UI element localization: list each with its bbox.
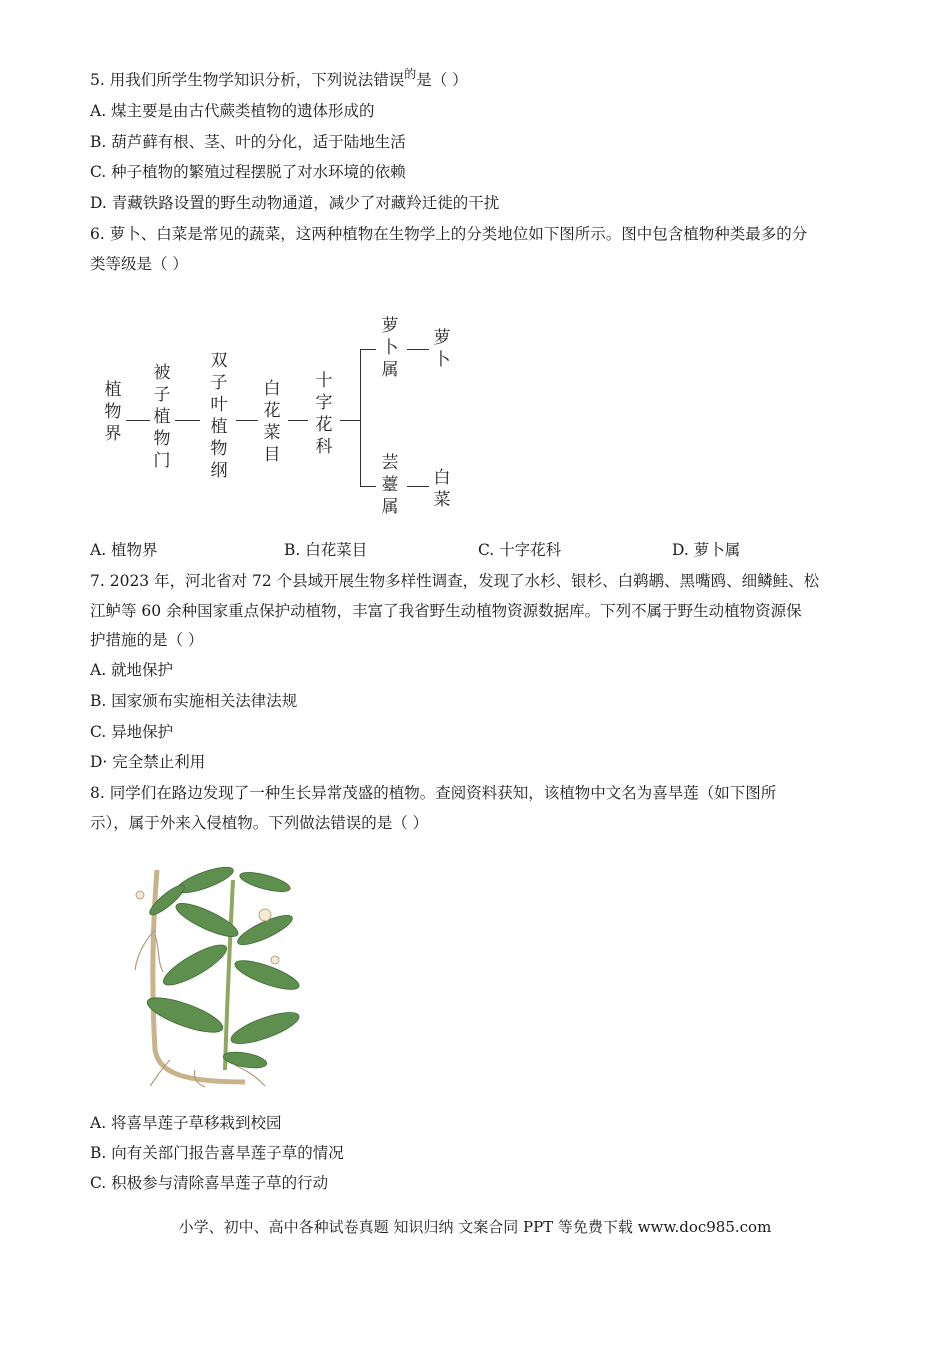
connector-line [288,420,308,421]
node-angiosperm-phylum: 被子植物门 [153,363,171,471]
connector-line [236,420,258,421]
q7-option-a: A. 就地保护 [90,661,174,679]
connector-line [407,486,429,487]
q6-option-c: C. 十字花科 [478,541,562,559]
branch-line [360,349,361,486]
connector-line [126,420,150,421]
q8-option-a: A. 将喜旱莲子草移栽到校园 [90,1114,282,1132]
q7-stem-line1: 7. 2023 年，河北省对 72 个县域开展生物多样性调查，发现了水杉、银杉、白鹈鹕、黑嘴鸥、细鳞鲑、松 [90,572,820,590]
connector-line [340,420,360,421]
q8-option-c: C. 积极参与清除喜旱莲子草的行动 [90,1174,329,1192]
node-radish-species: 萝卜 [433,328,451,370]
q6-stem-line2: 类等级是（ ） [90,255,188,273]
connector-line [175,420,200,421]
node-raphanus-genus: 萝卜属 [381,316,399,380]
q5-option-c: C. 种子植物的繁殖过程摆脱了对水环境的依赖 [90,163,406,181]
q6-stem-line1: 6. 萝卜、白菜是常见的蔬菜，这两种植物在生物学上的分类地位如下图所示。图中包含植物种类最多的分 [90,225,808,243]
q7-option-d: D· 完全禁止利用 [90,753,206,771]
q8-stem-line1: 8. 同学们在路边发现了一种生长异常茂盛的植物。查阅资料获知，该植物中文名为喜旱莲（如下图所 [90,784,777,802]
q5-stem-pre: 5. 用我们所学生物学知识分析，下列说法错误 [90,71,405,89]
plant-illustration [115,860,305,1088]
q5-stem-post: 是（ ） [416,71,468,89]
q7-stem-line2: 江鲈等 60 余种国家重点保护动植物，丰富了我省野生动植物资源数据库。下列不属于野生动植物资源保 [90,602,802,620]
connector-line [360,486,376,487]
node-cabbage-species: 白菜 [433,468,451,510]
q7-option-c: C. 异地保护 [90,723,174,741]
q6-option-b: B. 白花菜目 [284,541,368,559]
q5-stem [90,67,468,91]
q8-stem-line2: 示），属于外来入侵植物。下列做法错误的是（ ） [90,814,429,832]
node-plant-kingdom: 植物界 [104,380,122,444]
node-brassicaceae-family: 十字花科 [315,371,333,457]
node-capparales-order: 白花菜目 [263,379,281,465]
q5-stem-sup: 的 [404,67,417,81]
q8-option-b: B. 向有关部门报告喜旱莲子草的情况 [90,1144,344,1162]
q6-option-a: A. 植物界 [90,541,158,559]
q5-option-d: D. 青藏铁路设置的野生动物通道，减少了对藏羚迁徙的干扰 [90,194,500,212]
node-brassica-genus: 芸薹属 [381,453,399,517]
q6-option-d: D. 萝卜属 [672,541,741,559]
q5-option-a: A. 煤主要是由古代蕨类植物的遗体形成的 [90,102,375,120]
page-footer: 小学、初中、高中各种试卷真题 知识归纳 文案合同 PPT 等免费下载 www.doc985.com [178,1218,772,1236]
q7-option-b: B. 国家颁布实施相关法律法规 [90,692,298,710]
node-dicot-class: 双子叶植物纲 [210,351,228,481]
connector-line [360,349,376,350]
q7-stem-line3: 护措施的是（ ） [90,631,204,649]
q5-option-b: B. 葫芦藓有根、茎、叶的分化，适于陆地生活 [90,133,406,151]
connector-line [407,349,429,350]
